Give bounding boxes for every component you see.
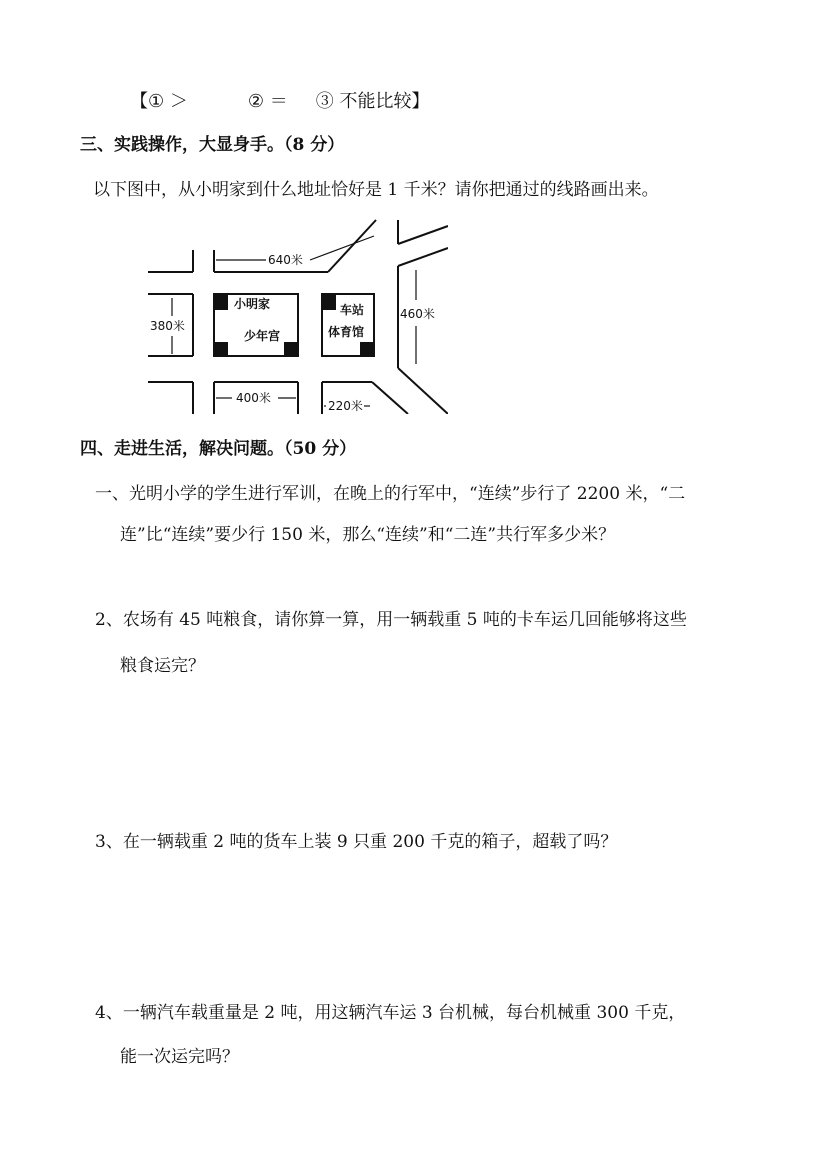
place-youth-palace: 少年宫 — [244, 329, 281, 343]
corner-marker — [214, 342, 228, 356]
question4-line1: 4、一辆汽车载重量是 2 吨，用这辆汽车运 3 台机械，每台机械重 300 千克， — [95, 1003, 686, 1023]
choice-not-comparable: ③ 不能比较 — [315, 91, 412, 112]
choice-bracket-open: 【 — [130, 91, 148, 112]
choice-greater: ① ＞ — [148, 91, 188, 112]
distance-380: 380米 — [150, 319, 185, 333]
place-station: 车站 — [340, 303, 365, 317]
corner-marker — [284, 342, 298, 356]
distance-220: 220米 — [328, 399, 363, 413]
corner-marker — [214, 294, 228, 310]
question2-line2: 粮食运完？ — [120, 656, 205, 676]
choice-equal: ② ＝ — [247, 91, 288, 112]
section4-heading: 四、走进生活，解决问题。（50 分） — [80, 439, 357, 459]
answer-choices — [130, 90, 429, 114]
distance-460: 460米 — [400, 307, 435, 321]
distance-400: 400米 — [236, 391, 271, 405]
place-xiaoming-home: 小明家 — [234, 297, 271, 311]
section3-heading: 三、实践操作，大显身手。（8 分） — [80, 135, 345, 155]
corner-marker — [360, 342, 374, 356]
place-gym: 体育馆 — [328, 325, 365, 339]
question1-line2: 连”比“连续”要少行 150 米，那么“连续”和“二连”共行军多少米？ — [120, 525, 616, 545]
question1-line1: 一、光明小学的学生进行军训，在晚上的行军中，“连续”步行了 2200 米，“二 — [95, 484, 686, 504]
distance-640: 640米 — [268, 253, 303, 267]
section3-instruction: 以下图中，从小明家到什么地址恰好是 1 千米？请你把通过的线路画出来。 — [93, 180, 659, 200]
street-map — [148, 218, 448, 414]
question2-line1: 2、农场有 45 吨粮食，请你算一算，用一辆载重 5 吨的卡车运几回能够将这些 — [95, 610, 687, 630]
choice-bracket-close: 】 — [411, 91, 430, 112]
question3-line1: 3、在一辆载重 2 吨的货车上装 9 只重 200 千克的箱子，超载了吗？ — [95, 832, 618, 852]
corner-marker — [322, 294, 336, 310]
question4-line2: 能一次运完吗？ — [120, 1047, 239, 1067]
